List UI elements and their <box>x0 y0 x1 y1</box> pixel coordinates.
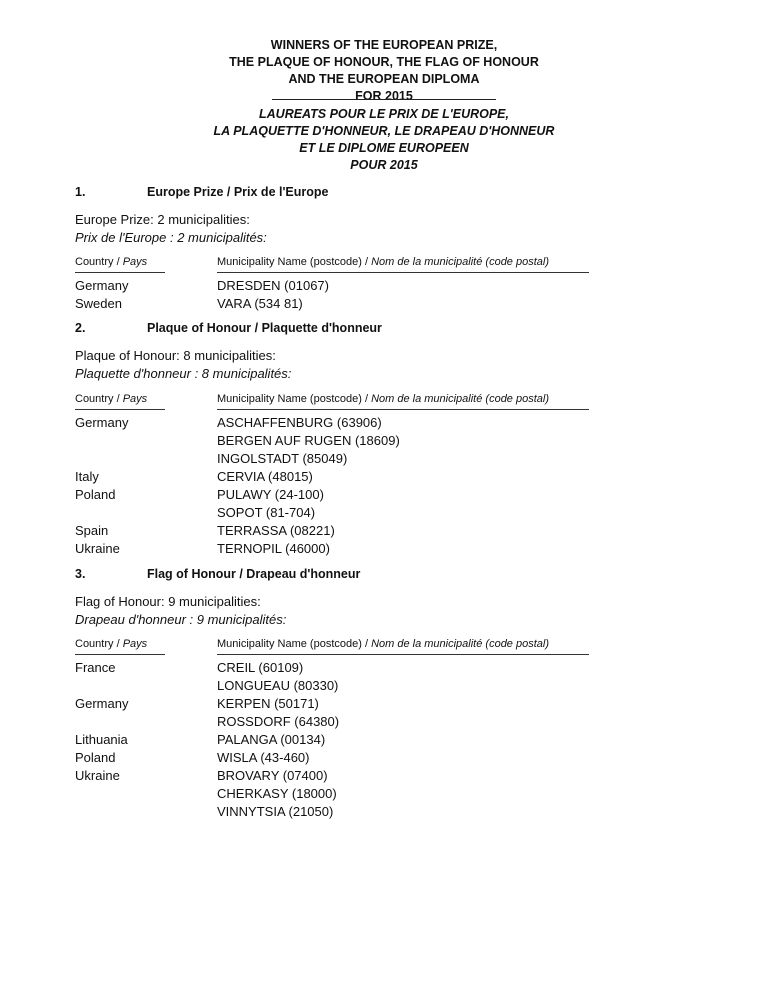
country-cell: Germany <box>75 696 129 711</box>
municipality-cell: CHERKASY (18000) <box>217 786 337 801</box>
municipality-cell: LONGUEAU (80330) <box>217 678 339 693</box>
municipality-cell: SOPOT (81-704) <box>217 505 316 520</box>
column-header-english: Municipality Name (postcode) / <box>217 256 369 268</box>
country-column-header <box>75 255 165 273</box>
title-line: LAUREATS POUR LE PRIX DE L'EUROPE, <box>259 107 509 121</box>
country-cell: Poland <box>75 750 116 765</box>
document-title <box>0 37 768 105</box>
country-cell: France <box>75 660 116 675</box>
section-summary <box>75 593 286 629</box>
document-title-french <box>0 106 768 174</box>
municipality-cell: BROVARY (07400) <box>217 768 328 783</box>
municipality-cell: DRESDEN (01067) <box>217 278 329 293</box>
column-header-english: Country / <box>75 638 120 650</box>
section-number: 3. <box>75 567 86 581</box>
title-divider <box>272 99 496 100</box>
municipality-cell: VARA (534 81) <box>217 296 303 311</box>
municipality-cell: CERVIA (48015) <box>217 469 313 484</box>
municipality-column-header <box>217 637 589 655</box>
section-number: 1. <box>75 185 86 199</box>
country-cell: Sweden <box>75 296 122 311</box>
country-cell: Germany <box>75 415 129 430</box>
section-summary <box>75 211 267 247</box>
country-cell: Spain <box>75 523 109 538</box>
column-header-english: Municipality Name (postcode) / <box>217 393 369 405</box>
municipality-cell: PALANGA (00134) <box>217 732 326 747</box>
municipality-cell: INGOLSTADT (85049) <box>217 451 348 466</box>
country-cell: Poland <box>75 487 116 502</box>
title-line: ET LE DIPLOME EUROPEEN <box>299 141 469 155</box>
summary-english: Plaque of Honour: 8 municipalities: <box>75 348 276 363</box>
country-column-header <box>75 392 165 410</box>
column-header-english: Country / <box>75 393 120 405</box>
municipality-cell: VINNYTSIA (21050) <box>217 804 334 819</box>
municipality-cell: ASCHAFFENBURG (63906) <box>217 415 382 430</box>
summary-english: Europe Prize: 2 municipalities: <box>75 212 250 227</box>
municipality-cell: ROSSDORF (64380) <box>217 714 340 729</box>
municipality-column-header <box>217 255 589 273</box>
section-summary <box>75 347 291 383</box>
summary-french: Plaquette d'honneur : 8 municipalités: <box>75 366 292 381</box>
title-line: FOR 2015 <box>355 89 413 103</box>
municipality-cell: PULAWY (24-100) <box>217 487 324 502</box>
country-cell: Ukraine <box>75 541 120 556</box>
country-cell: Germany <box>75 278 129 293</box>
section-title: Europe Prize / Prix de l'Europe <box>147 185 329 199</box>
title-line: THE PLAQUE OF HONOUR, THE FLAG OF HONOUR <box>229 55 539 69</box>
municipality-cell: KERPEN (50171) <box>217 696 319 711</box>
title-line: LA PLAQUETTE D'HONNEUR, LE DRAPEAU D'HONNEUR <box>213 124 555 138</box>
column-header-french: Pays <box>122 638 148 650</box>
country-column-header <box>75 637 165 655</box>
column-header-english: Country / <box>75 256 120 268</box>
title-line: POUR 2015 <box>350 158 418 172</box>
column-header-french: Pays <box>122 393 148 405</box>
municipality-cell: TERNOPIL (46000) <box>217 541 330 556</box>
column-header-french: Pays <box>122 256 148 268</box>
column-header-english: Municipality Name (postcode) / <box>217 638 369 650</box>
country-cell: Lithuania <box>75 732 128 747</box>
municipality-cell: WISLA (43-460) <box>217 750 310 765</box>
summary-french: Prix de l'Europe : 2 municipalités: <box>75 230 267 245</box>
title-line: WINNERS OF THE EUROPEAN PRIZE, <box>270 38 498 52</box>
municipality-column-header <box>217 392 589 410</box>
section-number: 2. <box>75 321 86 335</box>
municipality-cell: TERRASSA (08221) <box>217 523 335 538</box>
municipality-cell: CREIL (60109) <box>217 660 304 675</box>
column-header-french: Nom de la municipalité (code postal) <box>371 393 549 405</box>
section-title: Plaque of Honour / Plaquette d'honneur <box>147 321 382 335</box>
section-title: Flag of Honour / Drapeau d'honneur <box>147 567 361 581</box>
summary-french: Drapeau d'honneur : 9 municipalités: <box>75 612 287 627</box>
column-header-french: Nom de la municipalité (code postal) <box>371 256 549 268</box>
country-cell: Ukraine <box>75 768 120 783</box>
summary-english: Flag of Honour: 9 municipalities: <box>75 594 261 609</box>
column-header-french: Nom de la municipalité (code postal) <box>371 638 549 650</box>
title-line: AND THE EUROPEAN DIPLOMA <box>288 72 480 86</box>
municipality-cell: BERGEN AUF RUGEN (18609) <box>217 433 400 448</box>
country-cell: Italy <box>75 469 99 484</box>
